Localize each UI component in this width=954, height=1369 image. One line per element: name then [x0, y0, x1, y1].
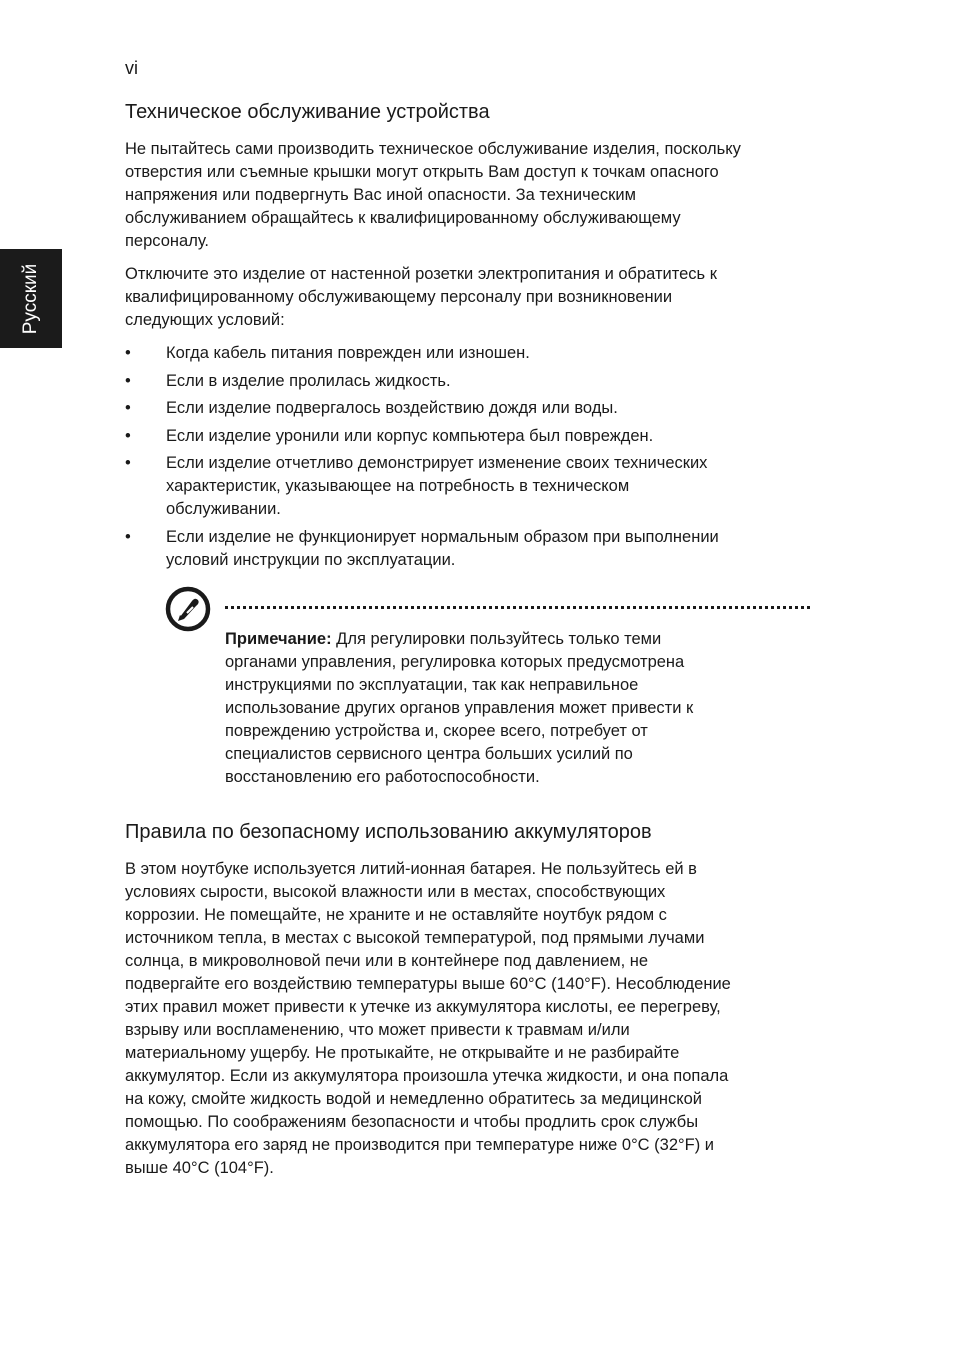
conditions-list — [125, 342, 815, 572]
note-text: Примечание: Для регулировки пользуйтесь только теми органами управления, регулировка которых предусмотрена инструкциями по эксплуатации, так как неправильное использование других органов управления может привести к повреждению устройства и, скорее всего, потребует от специалистов сервисного центра больших усилий по восстановлению его работоспособности. — [225, 629, 694, 786]
list-item: • Если изделие уронили или корпус компьютера был поврежден. — [125, 425, 815, 448]
list-item: • Если изделие подвергалось воздействию дождя или воды. — [125, 397, 815, 420]
bullet-icon: • — [125, 454, 131, 472]
battery-section — [125, 820, 815, 1180]
battery-paragraph: В этом ноутбуке используется литий-ионная батарея. Не пользуйтесь ей в условиях сырости, высокой влажности или в местах, способствующих коррозии. Не помещайте, не храните и не оставляйте ноутбук рядом с источником тепла, в местах с высокой температурой, под прямыми лучами солнца, в микроволновой печи или в контейнере под давлением, не подвергайте его воздействию температуры выше 60°C (140°F). Несоблюдение этих правил может привести к утечке из аккумулятора кислоты, ее перегреву, взрыву или воспламенению, что может привести к травмам и/или материальному ущербу. Не протыкайте, не открывайте и не разбирайте аккумулятор. Если из аккумулятора произошла утечка жидкости, и она попала на кожу, смойте жидкость водой и немедленно обратитесь за медицинской помощью. По соображениям безопасности и чтобы продлить срок службы аккумулятора его заряд не производится при температуре ниже 0°C (32°F) и выше 40°C (104°F). — [125, 859, 731, 1177]
note-box — [125, 586, 815, 798]
bullet-icon: • — [125, 371, 131, 390]
note-label: Примечание: — [225, 629, 332, 648]
language-tab — [0, 249, 62, 348]
bullet-icon: • — [125, 426, 131, 445]
maintenance-paragraph-1: Не пытайтесь сами производить техническое обслуживание изделия, поскольку отверстия или съемные крышки могут открыть Вам доступ к точкам опасного напряжения или подвергнуть Вас иной опасности. За техническим обслуживанием обращайтесь к квалифицированному обслуживающему персоналу. — [125, 140, 741, 250]
bullet-icon: • — [125, 344, 131, 362]
bullet-icon: • — [125, 527, 131, 546]
note-divider — [225, 606, 810, 609]
list-item: • Если в изделие пролилась жидкость. — [125, 370, 815, 393]
section-heading-maintenance: Техническое обслуживание устройства — [125, 101, 490, 123]
language-tab-label: Русский — [20, 263, 41, 334]
page-content — [125, 100, 815, 1190]
page-number: vi — [125, 58, 138, 78]
maintenance-paragraph-2: Отключите это изделие от настенной розетки электропитания и обратитесь к квалифицированному обслуживающему персоналу при возникновении следующих условий: — [125, 265, 717, 329]
list-item: • Когда кабель питания поврежден или изношен. — [125, 342, 815, 365]
section-heading-battery: Правила по безопасному использованию аккумуляторов — [125, 820, 652, 843]
list-item: • Если изделие не функционирует нормальным образом при выполнении условий инструкции по эксплуатации. — [125, 527, 719, 569]
list-item: • Если изделие отчетливо демонстрирует изменение своих технических характеристик, указывающее на потребность в техническом обслуживании. — [125, 454, 708, 518]
bullet-icon: • — [125, 399, 131, 417]
note-pen-icon — [165, 586, 211, 632]
